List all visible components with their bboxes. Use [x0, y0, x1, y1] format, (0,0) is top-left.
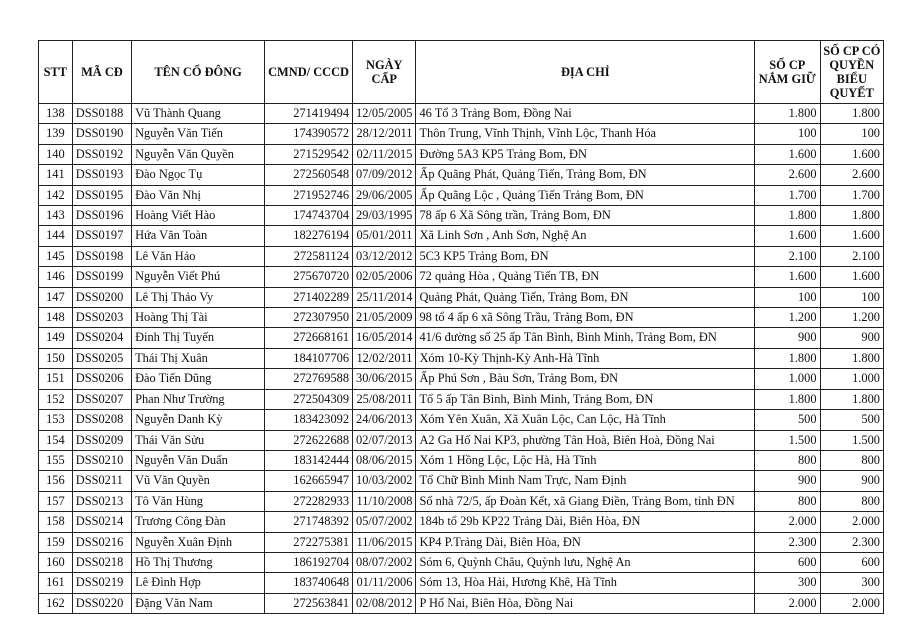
header-row — [39, 41, 884, 104]
name-cell: Nguyễn Danh Kỳ — [132, 410, 265, 430]
cmnd-cell: 271952746 — [265, 185, 353, 205]
shares-held-cell: 1.800 — [755, 348, 820, 368]
cmnd-cell: 162665947 — [265, 471, 353, 491]
stt-cell: 143 — [39, 206, 73, 226]
issue-date-cell: 01/11/2006 — [353, 573, 416, 593]
cmnd-cell: 272504309 — [265, 389, 353, 409]
stt-cell: 151 — [39, 369, 73, 389]
ma-cd-cell: DSS0219 — [72, 573, 131, 593]
ma-cd-cell: DSS0204 — [72, 328, 131, 348]
shares-held-cell: 2.000 — [755, 512, 820, 532]
voting-shares-cell: 1.600 — [820, 226, 883, 246]
name-cell: Thái Văn Sửu — [132, 430, 265, 450]
voting-shares-cell: 100 — [820, 287, 883, 307]
name-cell: Lê Đình Hợp — [132, 573, 265, 593]
table-row — [39, 552, 884, 572]
name-cell: Lê Thị Thảo Vy — [132, 287, 265, 307]
address-cell: Sóm 6, Quỳnh Châu, Quỳnh lưu, Nghệ An — [416, 552, 755, 572]
name-cell: Tô Văn Hùng — [132, 491, 265, 511]
shares-held-cell: 800 — [755, 450, 820, 470]
name-cell: Nguyễn Văn Quyền — [132, 144, 265, 164]
address-cell: Tổ Chữ Bình Minh Nam Trực, Nam Định — [416, 471, 755, 491]
address-cell: 72 quảng Hòa , Quảng Tiến TB, ĐN — [416, 267, 755, 287]
ma-cd-cell: DSS0196 — [72, 206, 131, 226]
issue-date-cell: 02/05/2006 — [353, 267, 416, 287]
stt-cell: 140 — [39, 144, 73, 164]
voting-shares-cell: 900 — [820, 471, 883, 491]
col-header-so-cp-bieu-quyet: SỐ CP CÓ QUYỀN BIỂU QUYẾT — [820, 41, 883, 104]
issue-date-cell: 11/10/2008 — [353, 491, 416, 511]
issue-date-cell: 24/06/2013 — [353, 410, 416, 430]
stt-cell: 145 — [39, 246, 73, 266]
ma-cd-cell: DSS0200 — [72, 287, 131, 307]
voting-shares-cell: 1.800 — [820, 206, 883, 226]
shares-held-cell: 900 — [755, 471, 820, 491]
issue-date-cell: 30/06/2015 — [353, 369, 416, 389]
ma-cd-cell: DSS0198 — [72, 246, 131, 266]
table-row — [39, 593, 884, 613]
col-header-stt: STT — [39, 41, 73, 104]
table-row — [39, 308, 884, 328]
stt-cell: 162 — [39, 593, 73, 613]
cmnd-cell: 272769588 — [265, 369, 353, 389]
voting-shares-cell: 2.000 — [820, 512, 883, 532]
issue-date-cell: 12/02/2011 — [353, 348, 416, 368]
table-row — [39, 206, 884, 226]
issue-date-cell: 03/12/2012 — [353, 246, 416, 266]
stt-cell: 141 — [39, 165, 73, 185]
table-row — [39, 267, 884, 287]
ma-cd-cell: DSS0214 — [72, 512, 131, 532]
cmnd-cell: 272307950 — [265, 308, 353, 328]
stt-cell: 147 — [39, 287, 73, 307]
cmnd-cell: 183142444 — [265, 450, 353, 470]
voting-shares-cell: 1.200 — [820, 308, 883, 328]
col-header-so-cp-nam-giu: SỐ CP NẮM GIỮ — [755, 41, 820, 104]
ma-cd-cell: DSS0193 — [72, 165, 131, 185]
table-row — [39, 348, 884, 368]
stt-cell: 155 — [39, 450, 73, 470]
issue-date-cell: 16/05/2014 — [353, 328, 416, 348]
address-cell: KP4 P.Trảng Dài, Biên Hòa, ĐN — [416, 532, 755, 552]
ma-cd-cell: DSS0209 — [72, 430, 131, 450]
shareholder-table — [38, 40, 884, 614]
issue-date-cell: 08/06/2015 — [353, 450, 416, 470]
issue-date-cell: 25/08/2011 — [353, 389, 416, 409]
issue-date-cell: 05/07/2002 — [353, 512, 416, 532]
ma-cd-cell: DSS0195 — [72, 185, 131, 205]
name-cell: Nguyễn Xuân Định — [132, 532, 265, 552]
name-cell: Đào Ngọc Tụ — [132, 165, 265, 185]
cmnd-cell: 183423092 — [265, 410, 353, 430]
table-row — [39, 532, 884, 552]
table-row — [39, 389, 884, 409]
stt-cell: 148 — [39, 308, 73, 328]
shares-held-cell: 1.000 — [755, 369, 820, 389]
cmnd-cell: 184107706 — [265, 348, 353, 368]
address-cell: 46 Tổ 3 Trảng Bom, Đồng Nai — [416, 104, 755, 124]
name-cell: Đào Tiến Dũng — [132, 369, 265, 389]
cmnd-cell: 272275381 — [265, 532, 353, 552]
table-row — [39, 328, 884, 348]
name-cell: Lê Văn Hảo — [132, 246, 265, 266]
stt-cell: 149 — [39, 328, 73, 348]
cmnd-cell: 272622688 — [265, 430, 353, 450]
ma-cd-cell: DSS0213 — [72, 491, 131, 511]
shares-held-cell: 1.600 — [755, 226, 820, 246]
name-cell: Nguyễn Viết Phú — [132, 267, 265, 287]
table-row — [39, 471, 884, 491]
voting-shares-cell: 800 — [820, 450, 883, 470]
table-row — [39, 450, 884, 470]
issue-date-cell: 10/03/2002 — [353, 471, 416, 491]
address-cell: Xã Linh Sơn , Anh Sơn, Nghệ An — [416, 226, 755, 246]
address-cell: Thôn Trung, Vĩnh Thịnh, Vĩnh Lộc, Thanh Hóa — [416, 124, 755, 144]
cmnd-cell: 271748392 — [265, 512, 353, 532]
address-cell: Số nhà 72/5, ấp Đoàn Kết, xã Giang Điền, Trảng Bom, tỉnh ĐN — [416, 491, 755, 511]
name-cell: Nguyễn Văn Duẩn — [132, 450, 265, 470]
voting-shares-cell: 1.700 — [820, 185, 883, 205]
issue-date-cell: 02/07/2013 — [353, 430, 416, 450]
cmnd-cell: 271402289 — [265, 287, 353, 307]
voting-shares-cell: 2.100 — [820, 246, 883, 266]
name-cell: Nguyễn Văn Tiến — [132, 124, 265, 144]
table-row — [39, 410, 884, 430]
table-row — [39, 573, 884, 593]
stt-cell: 146 — [39, 267, 73, 287]
address-cell: Xóm 10-Kỳ Thịnh-Kỳ Anh-Hà Tĩnh — [416, 348, 755, 368]
table-row — [39, 430, 884, 450]
name-cell: Vũ Thành Quang — [132, 104, 265, 124]
ma-cd-cell: DSS0188 — [72, 104, 131, 124]
voting-shares-cell: 1.500 — [820, 430, 883, 450]
col-header-ten-co-dong: TÊN CỔ ĐÔNG — [132, 41, 265, 104]
table-row — [39, 226, 884, 246]
cmnd-cell: 174743704 — [265, 206, 353, 226]
name-cell: Đào Văn Nhị — [132, 185, 265, 205]
voting-shares-cell: 600 — [820, 552, 883, 572]
stt-cell: 158 — [39, 512, 73, 532]
stt-cell: 152 — [39, 389, 73, 409]
voting-shares-cell: 2.300 — [820, 532, 883, 552]
ma-cd-cell: DSS0205 — [72, 348, 131, 368]
name-cell: Hoàng Thị Tài — [132, 308, 265, 328]
address-cell: Sóm 13, Hòa Hải, Hương Khê, Hà Tĩnh — [416, 573, 755, 593]
table-row — [39, 246, 884, 266]
cmnd-cell: 272581124 — [265, 246, 353, 266]
table-row — [39, 104, 884, 124]
stt-cell: 150 — [39, 348, 73, 368]
shares-held-cell: 2.100 — [755, 246, 820, 266]
stt-cell: 156 — [39, 471, 73, 491]
col-header-ma-cd: MÃ CĐ — [72, 41, 131, 104]
issue-date-cell: 29/06/2005 — [353, 185, 416, 205]
ma-cd-cell: DSS0208 — [72, 410, 131, 430]
stt-cell: 157 — [39, 491, 73, 511]
cmnd-cell: 272563841 — [265, 593, 353, 613]
name-cell: Thái Thị Xuân — [132, 348, 265, 368]
shares-held-cell: 1.200 — [755, 308, 820, 328]
stt-cell: 161 — [39, 573, 73, 593]
shares-held-cell: 1.600 — [755, 267, 820, 287]
table-body — [39, 104, 884, 614]
address-cell: A2 Ga Hố Nai KP3, phường Tân Hoà, Biên Hoà, Đồng Nai — [416, 430, 755, 450]
address-cell: 98 tổ 4 ấp 6 xã Sông Trầu, Trảng Bom, ĐN — [416, 308, 755, 328]
stt-cell: 160 — [39, 552, 73, 572]
address-cell: 5C3 KP5 Trảng Bom, ĐN — [416, 246, 755, 266]
shares-held-cell: 1.800 — [755, 206, 820, 226]
issue-date-cell: 11/06/2015 — [353, 532, 416, 552]
voting-shares-cell: 100 — [820, 124, 883, 144]
voting-shares-cell: 1.600 — [820, 144, 883, 164]
shares-held-cell: 1.800 — [755, 104, 820, 124]
issue-date-cell: 05/01/2011 — [353, 226, 416, 246]
name-cell: Hồ Thị Thương — [132, 552, 265, 572]
address-cell: Quảng Phát, Quảng Tiến, Trảng Bom, ĐN — [416, 287, 755, 307]
voting-shares-cell: 1.800 — [820, 104, 883, 124]
name-cell: Đặng Văn Nam — [132, 593, 265, 613]
issue-date-cell: 02/11/2015 — [353, 144, 416, 164]
name-cell: Hứa Văn Toàn — [132, 226, 265, 246]
shares-held-cell: 100 — [755, 124, 820, 144]
shares-held-cell: 900 — [755, 328, 820, 348]
ma-cd-cell: DSS0207 — [72, 389, 131, 409]
address-cell: Ấp Quãng Lộc , Quảng Tiến Trảng Bom, ĐN — [416, 185, 755, 205]
address-cell: Xóm 1 Hồng Lộc, Lộc Hà, Hà Tĩnh — [416, 450, 755, 470]
stt-cell: 154 — [39, 430, 73, 450]
voting-shares-cell: 300 — [820, 573, 883, 593]
table-row — [39, 144, 884, 164]
shares-held-cell: 500 — [755, 410, 820, 430]
table-row — [39, 512, 884, 532]
name-cell: Phan Như Trường — [132, 389, 265, 409]
issue-date-cell: 08/07/2002 — [353, 552, 416, 572]
col-header-ngay-cap: NGÀY CẤP — [353, 41, 416, 104]
ma-cd-cell: DSS0190 — [72, 124, 131, 144]
issue-date-cell: 12/05/2005 — [353, 104, 416, 124]
cmnd-cell: 272560548 — [265, 165, 353, 185]
address-cell: Tổ 5 ấp Tân Bình, Bình Minh, Trảng Bom, ĐN — [416, 389, 755, 409]
name-cell: Vũ Văn Quyền — [132, 471, 265, 491]
stt-cell: 144 — [39, 226, 73, 246]
voting-shares-cell: 800 — [820, 491, 883, 511]
ma-cd-cell: DSS0206 — [72, 369, 131, 389]
shares-held-cell: 1.600 — [755, 144, 820, 164]
ma-cd-cell: DSS0220 — [72, 593, 131, 613]
issue-date-cell: 29/03/1995 — [353, 206, 416, 226]
ma-cd-cell: DSS0218 — [72, 552, 131, 572]
ma-cd-cell: DSS0203 — [72, 308, 131, 328]
ma-cd-cell: DSS0211 — [72, 471, 131, 491]
issue-date-cell: 02/08/2012 — [353, 593, 416, 613]
shares-held-cell: 2.000 — [755, 593, 820, 613]
cmnd-cell: 182276194 — [265, 226, 353, 246]
col-header-cmnd: CMND/ CCCD — [265, 41, 353, 104]
cmnd-cell: 271419494 — [265, 104, 353, 124]
issue-date-cell: 21/05/2009 — [353, 308, 416, 328]
stt-cell: 142 — [39, 185, 73, 205]
name-cell: Hoàng Viết Hào — [132, 206, 265, 226]
voting-shares-cell: 1.000 — [820, 369, 883, 389]
table-row — [39, 369, 884, 389]
issue-date-cell: 25/11/2014 — [353, 287, 416, 307]
issue-date-cell: 07/09/2012 — [353, 165, 416, 185]
table-row — [39, 124, 884, 144]
address-cell: 184b tổ 29b KP22 Trảng Dài, Biên Hòa, ĐN — [416, 512, 755, 532]
shares-held-cell: 800 — [755, 491, 820, 511]
voting-shares-cell: 1.600 — [820, 267, 883, 287]
ma-cd-cell: DSS0216 — [72, 532, 131, 552]
shares-held-cell: 1.800 — [755, 389, 820, 409]
table-row — [39, 185, 884, 205]
ma-cd-cell: DSS0197 — [72, 226, 131, 246]
voting-shares-cell: 1.800 — [820, 389, 883, 409]
stt-cell: 138 — [39, 104, 73, 124]
cmnd-cell: 272282933 — [265, 491, 353, 511]
name-cell: Đinh Thị Tuyến — [132, 328, 265, 348]
shares-held-cell: 2.300 — [755, 532, 820, 552]
name-cell: Trương Công Đàn — [132, 512, 265, 532]
cmnd-cell: 186192704 — [265, 552, 353, 572]
address-cell: Ấp Quãng Phát, Quảng Tiến, Trảng Bom, ĐN — [416, 165, 755, 185]
voting-shares-cell: 900 — [820, 328, 883, 348]
table-row — [39, 491, 884, 511]
cmnd-cell: 183740648 — [265, 573, 353, 593]
cmnd-cell: 174390572 — [265, 124, 353, 144]
address-cell: Đường 5A3 KP5 Trảng Bom, ĐN — [416, 144, 755, 164]
address-cell: P Hố Nai, Biên Hòa, Đồng Nai — [416, 593, 755, 613]
voting-shares-cell: 500 — [820, 410, 883, 430]
cmnd-cell: 275670720 — [265, 267, 353, 287]
col-header-dia-chi: ĐỊA CHỈ — [416, 41, 755, 104]
shares-held-cell: 300 — [755, 573, 820, 593]
table-row — [39, 165, 884, 185]
address-cell: Xóm Yên Xuân, Xã Xuân Lộc, Can Lộc, Hà Tĩnh — [416, 410, 755, 430]
stt-cell: 153 — [39, 410, 73, 430]
stt-cell: 139 — [39, 124, 73, 144]
voting-shares-cell: 2.000 — [820, 593, 883, 613]
ma-cd-cell: DSS0199 — [72, 267, 131, 287]
shares-held-cell: 1.700 — [755, 185, 820, 205]
cmnd-cell: 271529542 — [265, 144, 353, 164]
address-cell: 41/6 đường số 25 ấp Tân Bình, Bình Minh, Trảng Bom, ĐN — [416, 328, 755, 348]
table-header — [39, 41, 884, 104]
ma-cd-cell: DSS0192 — [72, 144, 131, 164]
cmnd-cell: 272668161 — [265, 328, 353, 348]
address-cell: Ấp Phú Sơn , Bàu Sơn, Trảng Bom, ĐN — [416, 369, 755, 389]
table-row — [39, 287, 884, 307]
voting-shares-cell: 1.800 — [820, 348, 883, 368]
shares-held-cell: 600 — [755, 552, 820, 572]
stt-cell: 159 — [39, 532, 73, 552]
address-cell: 78 ấp 6 Xã Sông trần, Trảng Bom, ĐN — [416, 206, 755, 226]
ma-cd-cell: DSS0210 — [72, 450, 131, 470]
shares-held-cell: 100 — [755, 287, 820, 307]
voting-shares-cell: 2.600 — [820, 165, 883, 185]
issue-date-cell: 28/12/2011 — [353, 124, 416, 144]
shares-held-cell: 1.500 — [755, 430, 820, 450]
shares-held-cell: 2.600 — [755, 165, 820, 185]
